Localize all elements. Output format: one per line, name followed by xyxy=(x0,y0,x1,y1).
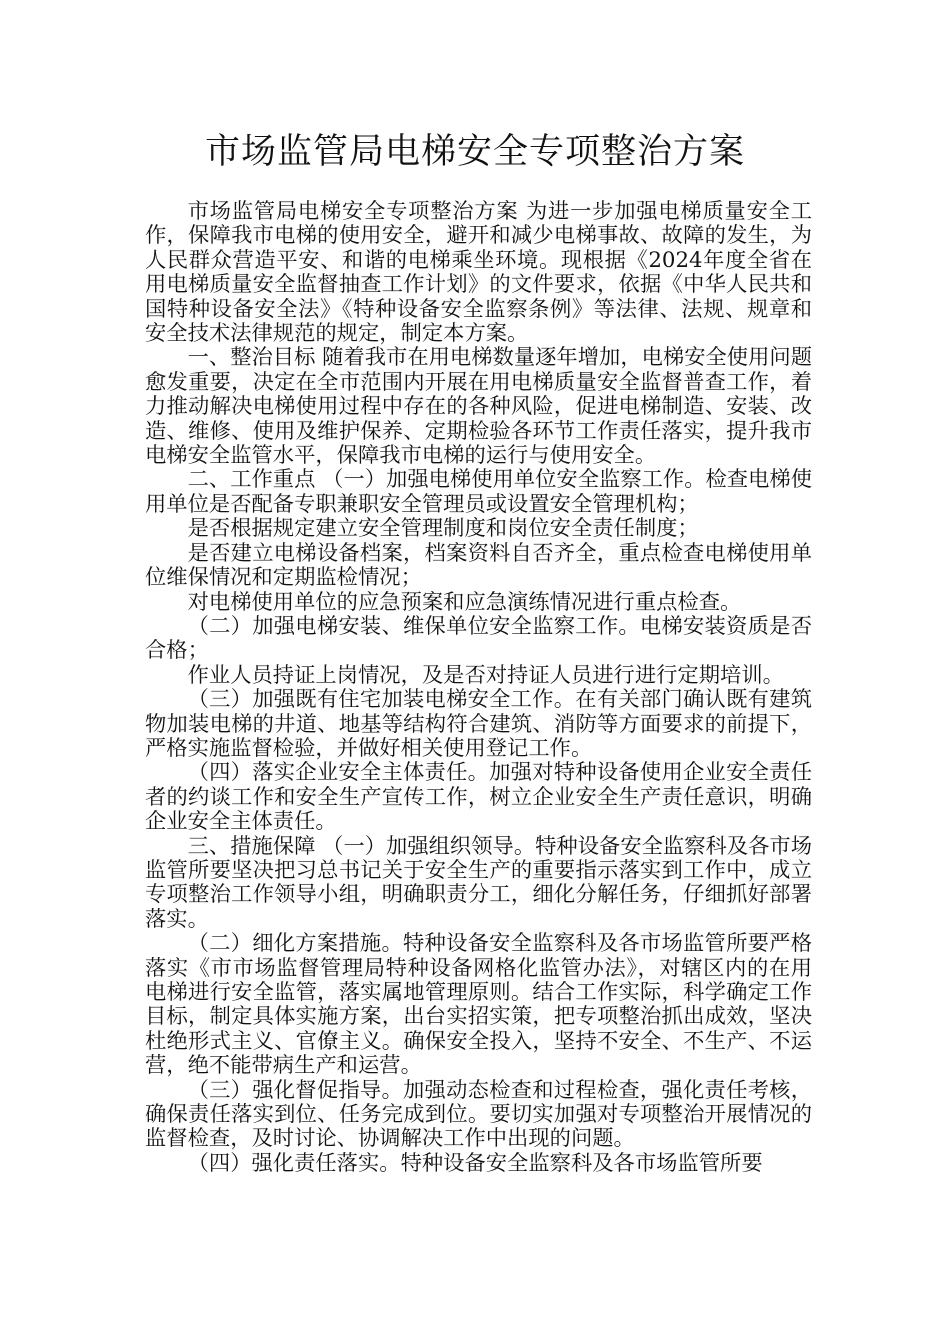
paragraph-focus-4: （四）落实企业安全主体责任。加强对特种设备使用企业安全责任者的约谈工作和安全生产宣传工作，树立企业安全生产责任意识，明确企业安全主体责任。 xyxy=(145,760,812,835)
paragraph-intro: 市场监管局电梯安全专项整治方案 为进一步加强电梯质量安全工作，保障我市电梯的使用安全，避开和减少电梯事故、故障的发生，为人民群众营造平安、和谐的电梯乘坐环境。现根据《2024年度全省在用电梯质量安全监督抽查工作计划》的文件要求，依据《中华人民共和国特种设备安全法》《特种设备安全监察条例》等法律、法规、规章和安全技术法律规范的规定，制定本方案。 xyxy=(145,199,812,347)
document-title: 市场监管局电梯安全专项整治方案 xyxy=(204,132,745,172)
paragraph-focus-1-item-c: 对电梯使用单位的应急预案和应急演练情况进行重点检查。 xyxy=(187,589,742,615)
paragraph-focus-1-item-a: 是否根据规定建立安全管理制度和岗位安全责任制度； xyxy=(187,516,699,542)
paragraph-measure-4: （四）强化责任落实。特种设备安全监察科及各市场监管所要 xyxy=(187,1150,763,1176)
paragraph-focus-1: 二、工作重点 （一）加强电梯使用单位安全监察工作。检查电梯使用单位是否配备专职兼职安全管理员或设置安全管理机构； xyxy=(145,467,812,517)
paragraph-measure-2: （二）细化方案措施。特种设备安全监察科及各市场监管所要严格落实《市市场监督管理局特种设备网格化监管办法》，对辖区内的在用电梯进行安全监管，落实属地管理原则。结合工作实际，科学确定工作目标，制定具体实施方案，出台实招实策，把专项整治抓出成效，坚决杜绝形式主义、官僚主义。确保安全投入，坚持不安全、不生产、不运营，绝不能带病生产和运营。 xyxy=(145,931,812,1079)
document-body xyxy=(145,200,812,1176)
paragraph-focus-2: （二）加强电梯安装、维保单位安全监察工作。电梯安装资质是否合格； xyxy=(145,613,812,664)
paragraph-focus-2-item-a: 作业人员持证上岗情况，及是否对持证人员进行进行定期培训。 xyxy=(187,662,784,688)
paragraph-focus-3: （三）加强既有住宅加装电梯安全工作。在有关部门确认既有建筑物加装电梯的井道、地基等结构符合建筑、消防等方面要求的前提下，严格实施监督检验，并做好相关使用登记工作。 xyxy=(145,687,812,761)
paragraph-goal: 一、整治目标 随着我市在用电梯数量逐年增加，电梯安全使用问题愈发重要，决定在全市范围内开展在用电梯质量安全监督普查工作，着力推动解决电梯使用过程中存在的各种风险，促进电梯制造、安装、改造、维修、使用及维护保养、定期检验各环节工作责任落实，提升我市电梯安全监管水平，保障我市电梯的运行与使用安全。 xyxy=(145,345,812,469)
paragraph-measure-3: （三）强化督促指导。加强动态检查和过程检查，强化责任考核，确保责任落实到位、任务完成到位。要切实加强对专项整治开展情况的监督检查，及时讨论、协调解决工作中出现的问题。 xyxy=(145,1077,812,1152)
paragraph-measure-1: 三、措施保障 （一）加强组织领导。特种设备安全监察科及各市场监管所要坚决把习总书记关于安全生产的重要指示落实到工作中，成立专项整治工作领导小组，明确职责分工，细化分解任务，仔细抓好部署落实。 xyxy=(145,833,812,932)
paragraph-focus-1-item-b: 是否建立电梯设备档案，档案资料自否齐全，重点检查电梯使用单位维保情况和定期监检情况； xyxy=(145,540,812,591)
